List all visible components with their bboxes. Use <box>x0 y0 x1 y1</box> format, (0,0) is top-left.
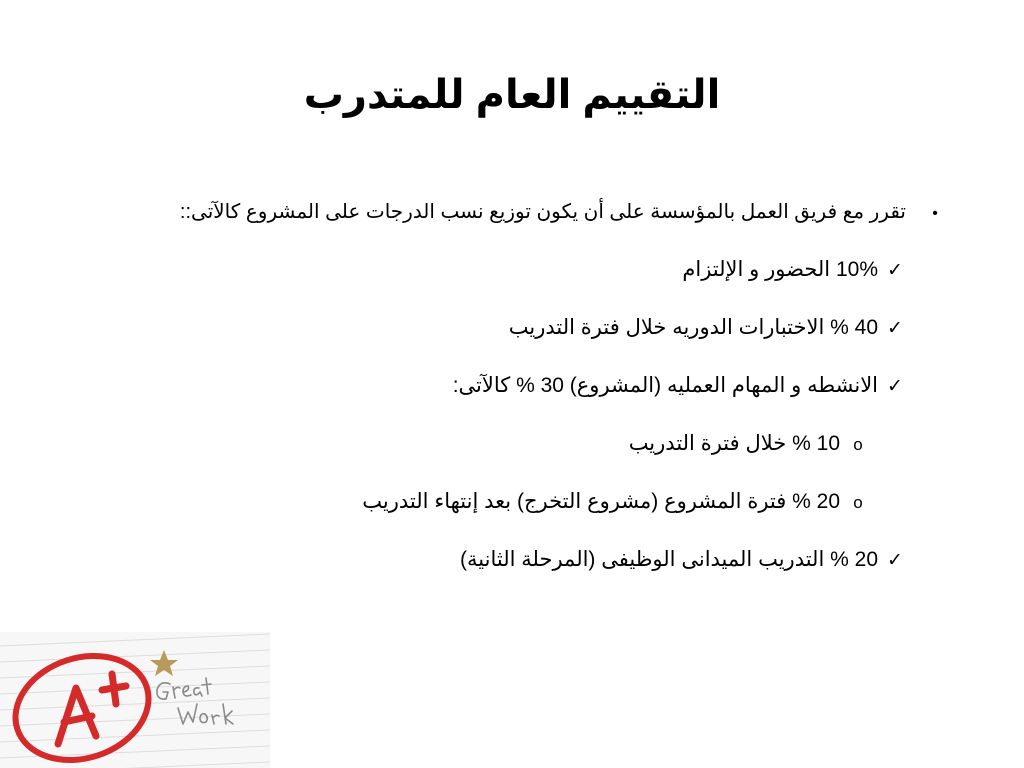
check-icon: ✓ <box>887 376 903 397</box>
circle-bullet-icon: o <box>853 435 863 454</box>
grade-badge-image <box>0 632 270 768</box>
check-icon: ✓ <box>887 260 903 281</box>
list-item-text: 20 % التدريب الميدانى الوظيفى (المرحلة الثانية) <box>460 548 878 571</box>
sub-list-item-text: 20 % فترة المشروع (مشروع التخرج) بعد إنتهاء التدريب <box>362 490 840 513</box>
list-item <box>453 370 904 403</box>
a-plus-great-work-illustration <box>0 632 270 768</box>
circle-bullet-icon: o <box>853 493 863 512</box>
list-item-text: 40 % الاختبارات الدوريه خلال فترة التدريب <box>508 316 878 339</box>
intro-text: تقرر مع فريق العمل بالمؤسسة على أن يكون توزيع نسب الدرجات على المشروع كالآتى:: <box>179 201 906 223</box>
sub-list-item <box>362 486 866 519</box>
list-item <box>460 544 904 577</box>
list-item-text: 10% الحضور و الإلتزام <box>682 258 878 281</box>
sub-list-item <box>629 428 866 461</box>
bullet-marker: • <box>932 205 938 222</box>
check-icon: ✓ <box>887 318 903 339</box>
slide-title: التقييم العام للمتدرب <box>303 73 721 117</box>
list-item <box>509 312 904 345</box>
check-icon: ✓ <box>887 550 903 571</box>
list-item-text: الانشطه و المهام العمليه (المشروع) 30 % كالآتى: <box>452 374 878 397</box>
grade-mark <box>58 674 126 744</box>
paper-lines <box>0 634 270 768</box>
intro-bullet <box>180 196 944 230</box>
sub-list-item-text: 10 % خلال فترة التدريب <box>628 432 840 455</box>
list-item <box>682 254 904 287</box>
